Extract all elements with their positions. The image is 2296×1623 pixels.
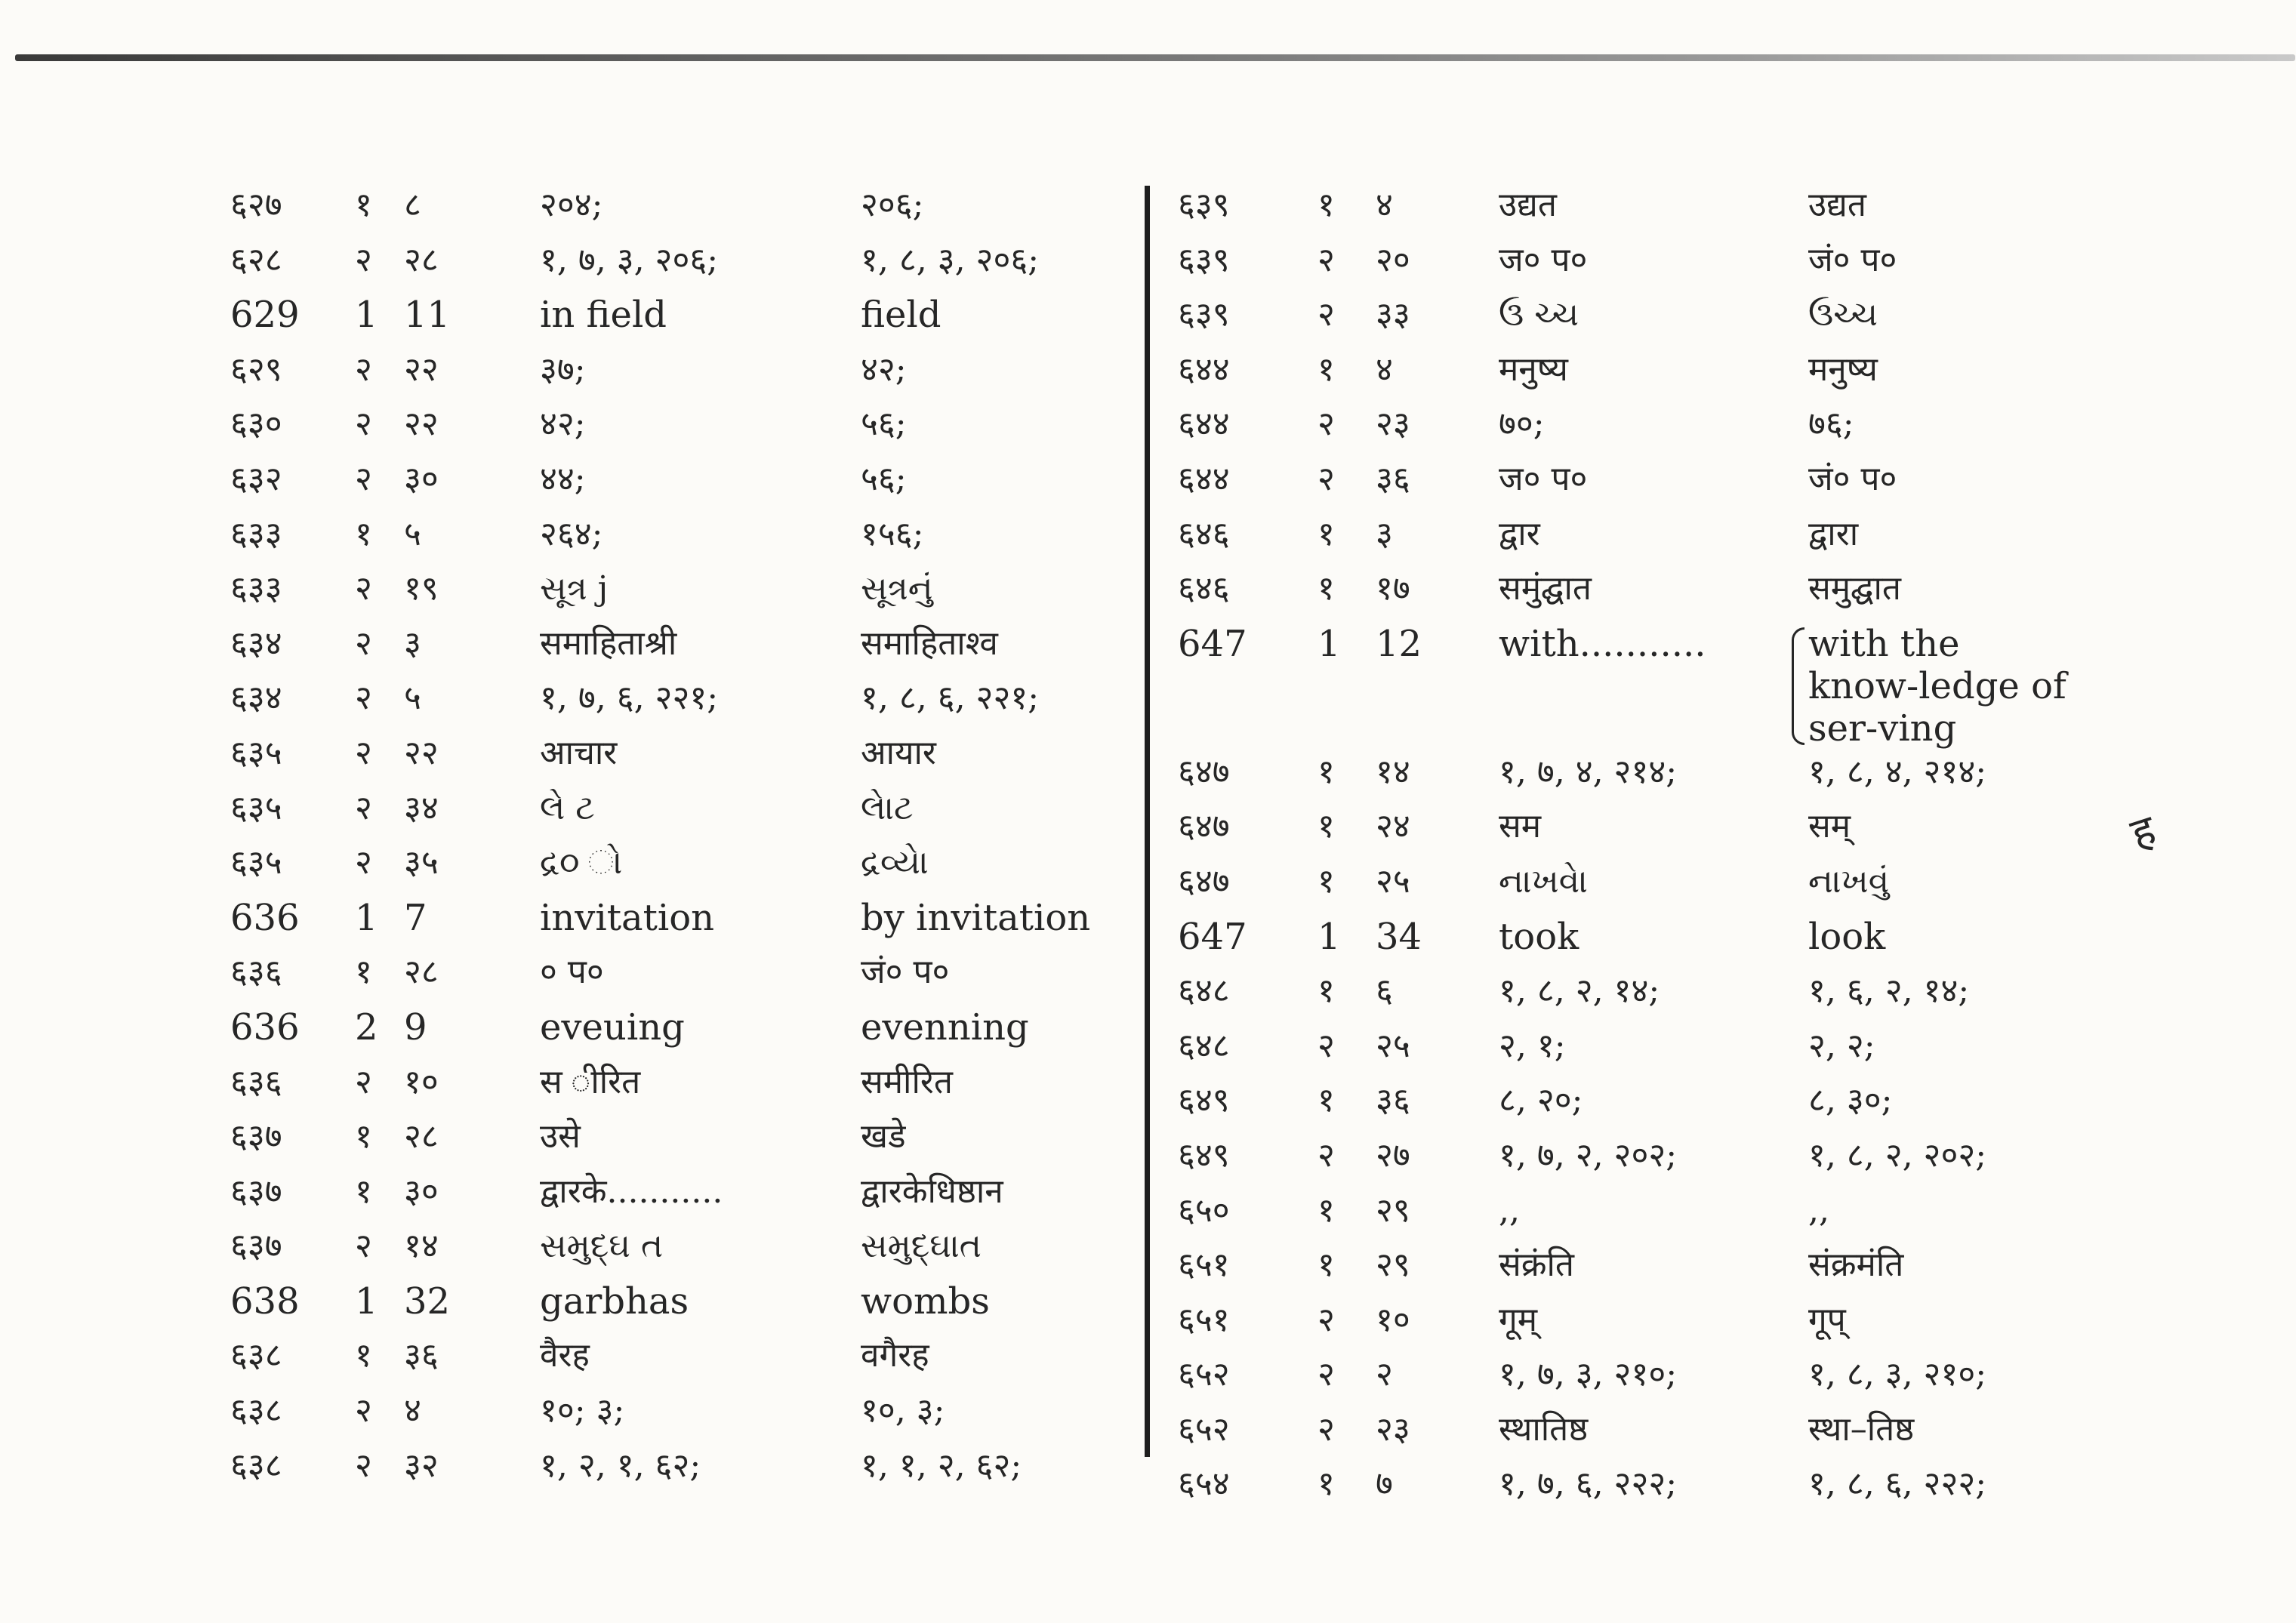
line-number: ४ xyxy=(404,1391,421,1431)
column-number: १ xyxy=(355,1172,372,1211)
errata-row xyxy=(223,452,1129,507)
incorrect-reading: १, ७, ३, २१०; xyxy=(1499,1355,1678,1394)
correct-reading: उद्यत xyxy=(1808,186,1866,224)
errata-row xyxy=(223,945,1129,1000)
correct-reading: खडे xyxy=(861,1117,906,1156)
incorrect-reading: समाहिताश्री xyxy=(540,624,677,663)
errata-row xyxy=(223,178,1129,233)
correct-reading: નાખવું xyxy=(1808,861,1890,901)
errata-row xyxy=(1178,855,2122,910)
correct-reading: जं० प० xyxy=(1808,240,1897,279)
correct-reading: समुद्घात xyxy=(1808,569,1901,608)
errata-right-column xyxy=(1178,178,2122,1512)
incorrect-reading: गूम् xyxy=(1499,1300,1538,1339)
errata-row xyxy=(1178,1403,2122,1458)
line-number: 11 xyxy=(404,294,451,337)
column-number: 1 xyxy=(355,294,378,337)
line-number: २५ xyxy=(1376,861,1410,901)
page-number: ६५२ xyxy=(1178,1409,1230,1449)
column-number: 2 xyxy=(355,1006,378,1049)
line-number: २७ xyxy=(1376,1135,1410,1175)
errata-row xyxy=(223,1110,1129,1165)
errata-row xyxy=(1178,910,2122,965)
line-number: २३ xyxy=(1376,405,1410,444)
correct-reading-text: with the know-ledge of ser-ving xyxy=(1808,622,2066,750)
line-number: 7 xyxy=(404,896,427,939)
correct-reading: look xyxy=(1808,915,1886,958)
errata-row xyxy=(1178,562,2122,617)
errata-row xyxy=(1178,343,2122,398)
errata-row xyxy=(223,671,1129,726)
line-number: २५ xyxy=(1376,1026,1410,1065)
page-number: ६४९ xyxy=(1178,1135,1230,1175)
correct-reading: गूप् xyxy=(1808,1300,1846,1339)
correct-reading: समाहिताश्व xyxy=(861,624,998,663)
page-number: 647 xyxy=(1178,622,1247,665)
page-number: ६४७ xyxy=(1178,861,1230,901)
correct-reading: सम् xyxy=(1808,807,1851,846)
column-number: २ xyxy=(355,459,372,498)
page-number: ६३७ xyxy=(230,1227,282,1266)
errata-row xyxy=(1178,617,2122,750)
column-number: २ xyxy=(355,240,372,279)
page-number: ६४८ xyxy=(1178,972,1230,1011)
incorrect-reading: १, ७, ३, २०६; xyxy=(540,240,719,279)
line-number: १० xyxy=(404,1062,439,1101)
column-number: १ xyxy=(355,1336,372,1375)
errata-row xyxy=(1178,288,2122,343)
column-number: १ xyxy=(1318,569,1335,608)
errata-row xyxy=(223,891,1129,946)
errata-row xyxy=(1178,1457,2122,1512)
page-number: ६३५ xyxy=(230,788,282,827)
page-number: ६४४ xyxy=(1178,350,1230,389)
incorrect-reading: with........... xyxy=(1499,622,1706,665)
column-number: २ xyxy=(355,733,372,772)
incorrect-reading: ઉ ચ્ચ xyxy=(1499,295,1579,334)
column-number: १ xyxy=(1318,1190,1335,1230)
line-number: २९ xyxy=(1376,1190,1410,1230)
correct-reading: ५६; xyxy=(861,405,907,444)
page-number: ६३८ xyxy=(230,1446,282,1485)
column-number: २ xyxy=(1318,1300,1335,1339)
correct-reading: मनुष्य xyxy=(1808,350,1878,389)
column-number: 1 xyxy=(355,896,378,939)
errata-row xyxy=(223,1165,1129,1220)
column-number: १ xyxy=(1318,1081,1335,1120)
page-number: 647 xyxy=(1178,915,1247,958)
column-number: २ xyxy=(1318,405,1335,444)
correct-reading: १, ६, २, १४; xyxy=(1808,972,1970,1011)
page-number: ६३६ xyxy=(230,953,282,992)
incorrect-reading: आचार xyxy=(540,733,618,772)
incorrect-reading: मनुष्य xyxy=(1499,350,1568,389)
incorrect-reading: सम xyxy=(1499,807,1542,846)
page-number: ६४७ xyxy=(1178,752,1230,791)
errata-row xyxy=(1178,452,2122,507)
line-number: 34 xyxy=(1376,915,1422,958)
correct-reading: २०६; xyxy=(861,186,924,224)
errata-row xyxy=(1178,233,2122,288)
incorrect-reading: took xyxy=(1499,915,1579,958)
correct-reading: સૂત્રનું xyxy=(861,569,933,608)
line-number: ४ xyxy=(1376,350,1393,389)
column-number: १ xyxy=(1318,752,1335,791)
correct-reading: समीरित xyxy=(861,1062,953,1101)
column-number: १ xyxy=(1318,1246,1335,1285)
page-number: ६४७ xyxy=(1178,807,1230,846)
correct-reading: field xyxy=(861,294,942,337)
column-number: १ xyxy=(1318,350,1335,389)
page-number: ६४४ xyxy=(1178,405,1230,444)
page-number: ६२९ xyxy=(230,350,282,389)
line-number: २९ xyxy=(1376,1246,1410,1285)
line-number: ३६ xyxy=(1376,459,1410,498)
incorrect-reading: ० प० xyxy=(540,953,604,992)
line-number: २० xyxy=(1376,240,1410,279)
incorrect-reading: સૂત્ર j xyxy=(540,569,609,608)
correct-reading: द्वारा xyxy=(1808,514,1859,553)
line-number: २२ xyxy=(404,350,439,389)
column-divider xyxy=(1145,186,1150,1457)
page-number: ६२७ xyxy=(230,186,282,224)
errata-row xyxy=(223,836,1129,891)
incorrect-reading: invitation xyxy=(540,896,715,939)
errata-left-column xyxy=(223,178,1129,1493)
page-number: ६३३ xyxy=(230,569,282,608)
incorrect-reading: उसे xyxy=(540,1117,581,1156)
column-number: १ xyxy=(355,514,372,553)
column-number: २ xyxy=(355,405,372,444)
page-number: ६५१ xyxy=(1178,1300,1230,1339)
page-number: ६३९ xyxy=(1178,240,1230,279)
errata-row xyxy=(223,1219,1129,1274)
line-number: 9 xyxy=(404,1006,427,1049)
correct-reading: by invitation xyxy=(861,896,1091,939)
line-number: ३६ xyxy=(404,1336,439,1375)
correct-reading: वगैरह xyxy=(861,1336,929,1375)
errata-row xyxy=(1178,1019,2122,1074)
incorrect-reading: eveuing xyxy=(540,1006,685,1049)
errata-row xyxy=(223,1384,1129,1439)
column-number: १ xyxy=(355,953,372,992)
line-number: ३४ xyxy=(404,788,439,827)
errata-row xyxy=(223,1274,1129,1329)
correct-reading: द्वारकेधिष्ठान xyxy=(861,1172,1003,1211)
column-number: २ xyxy=(355,843,372,882)
page-number: 638 xyxy=(230,1280,300,1323)
incorrect-reading: २६४; xyxy=(540,514,603,553)
incorrect-reading: १, २, १, ६२; xyxy=(540,1446,701,1485)
page-number: ६५२ xyxy=(1178,1355,1230,1394)
line-number: ५ xyxy=(404,514,421,553)
line-number: ७ xyxy=(1376,1464,1393,1504)
correct-reading: आयार xyxy=(861,733,936,772)
line-number: ३ xyxy=(404,624,421,663)
column-number: २ xyxy=(355,1227,372,1266)
column-number: २ xyxy=(1318,459,1335,498)
column-number: २ xyxy=(355,624,372,663)
column-number: २ xyxy=(355,569,372,608)
line-number: २ xyxy=(1376,1355,1393,1394)
correct-reading: ७६; xyxy=(1808,405,1854,444)
incorrect-reading: २०४; xyxy=(540,186,603,224)
line-number: ४ xyxy=(1376,186,1393,224)
incorrect-reading: वैरह xyxy=(540,1336,590,1375)
correct-reading: संक्रमंति xyxy=(1808,1246,1904,1285)
column-number: १ xyxy=(355,1117,372,1156)
page-number: 636 xyxy=(230,1006,300,1049)
errata-row xyxy=(223,1055,1129,1110)
errata-row xyxy=(223,562,1129,617)
margin-mark: ह xyxy=(2125,805,2162,859)
errata-row xyxy=(1178,1184,2122,1239)
correct-reading: १०, ३; xyxy=(861,1391,945,1431)
correct-reading: १, ८, ६, २२१; xyxy=(861,679,1040,718)
incorrect-reading: १, ८, २, १४; xyxy=(1499,972,1660,1011)
incorrect-reading: garbhas xyxy=(540,1280,689,1323)
line-number: १९ xyxy=(404,569,439,608)
line-number: २२ xyxy=(404,405,439,444)
line-number: ६ xyxy=(1376,972,1393,1011)
correct-reading: १, १, २, ६२; xyxy=(861,1446,1022,1485)
column-number: १ xyxy=(1318,514,1335,553)
errata-row xyxy=(223,1439,1129,1494)
incorrect-reading: २, १; xyxy=(1499,1026,1566,1065)
column-number: २ xyxy=(1318,1135,1335,1175)
line-number: ३५ xyxy=(404,843,439,882)
column-number: १ xyxy=(1318,1464,1335,1504)
errata-row xyxy=(223,288,1129,343)
errata-row xyxy=(1178,799,2122,855)
incorrect-reading: १०; ३; xyxy=(540,1391,625,1431)
correct-reading: जं० प० xyxy=(1808,459,1897,498)
line-number: ३० xyxy=(404,1172,439,1211)
incorrect-reading: ,, xyxy=(1499,1190,1520,1230)
correct-reading: ८, ३०; xyxy=(1808,1081,1893,1120)
incorrect-reading: १, ७, ४, २१४; xyxy=(1499,752,1678,791)
column-number: १ xyxy=(1318,861,1335,901)
correct-reading: १, ८, ३, २०६; xyxy=(861,240,1040,279)
column-number: २ xyxy=(355,1062,372,1101)
column-number: २ xyxy=(1318,240,1335,279)
line-number: १७ xyxy=(1376,569,1410,608)
line-number: ३० xyxy=(404,459,439,498)
errata-row xyxy=(1178,1129,2122,1184)
line-number: 32 xyxy=(404,1280,451,1323)
incorrect-reading: समुंद्घात xyxy=(1499,569,1592,608)
errata-row xyxy=(1178,397,2122,452)
page-number: ६३४ xyxy=(230,679,282,718)
line-number: ३६ xyxy=(1376,1081,1410,1120)
column-number: २ xyxy=(355,1446,372,1485)
correct-reading: દ્રવ્યેા xyxy=(861,843,929,882)
incorrect-reading: उद्यत xyxy=(1499,186,1557,224)
curly-brace xyxy=(1792,627,1804,745)
incorrect-reading: સમુદ્ઘ ત xyxy=(540,1227,664,1266)
correct-reading: २, २; xyxy=(1808,1026,1875,1065)
errata-row xyxy=(223,507,1129,562)
column-number: २ xyxy=(355,350,372,389)
page-number: ६३८ xyxy=(230,1336,282,1375)
page-number: ६३७ xyxy=(230,1117,282,1156)
incorrect-reading: દ્ર૦ ો xyxy=(540,843,623,882)
page-number: ६२८ xyxy=(230,240,282,279)
page-number: ६५० xyxy=(1178,1190,1230,1230)
correct-reading: १, ८, ४, २१४; xyxy=(1808,752,1987,791)
incorrect-reading: in field xyxy=(540,294,667,337)
incorrect-reading: ज० प० xyxy=(1499,459,1588,498)
line-number: २८ xyxy=(404,953,439,992)
correct-reading: ५६; xyxy=(861,459,907,498)
line-number: २८ xyxy=(404,240,439,279)
errata-row xyxy=(1178,745,2122,800)
page-number: 629 xyxy=(230,294,300,337)
correct-reading: १, ८, २, २०२; xyxy=(1808,1135,1987,1175)
errata-row xyxy=(1178,1347,2122,1403)
errata-row xyxy=(1178,507,2122,562)
incorrect-reading: નાખવેા xyxy=(1499,861,1588,901)
column-number: २ xyxy=(355,1391,372,1431)
page-number: ६५१ xyxy=(1178,1246,1230,1285)
page-number: ६३४ xyxy=(230,624,282,663)
incorrect-reading: १, ७, ६, २२१; xyxy=(540,679,719,718)
column-number: 1 xyxy=(1318,622,1341,665)
line-number: २२ xyxy=(404,733,439,772)
errata-row xyxy=(223,233,1129,288)
correct-reading: १, ८, ६, २२२; xyxy=(1808,1464,1987,1504)
errata-row xyxy=(1178,1073,2122,1129)
line-number: २३ xyxy=(1376,1409,1410,1449)
incorrect-reading: ४२; xyxy=(540,405,586,444)
column-number: 1 xyxy=(1318,915,1341,958)
errata-row xyxy=(1178,1238,2122,1293)
page-number: ६३८ xyxy=(230,1391,282,1431)
correct-reading: स्था–तिष्ठ xyxy=(1808,1409,1915,1449)
top-rule xyxy=(15,54,2295,61)
page-number: ६३० xyxy=(230,405,282,444)
page-number: ६३२ xyxy=(230,459,282,498)
correct-reading: evenning xyxy=(861,1006,1029,1049)
incorrect-reading: द्वार xyxy=(1499,514,1540,553)
column-number: २ xyxy=(1318,1355,1335,1394)
line-number: ५ xyxy=(404,679,421,718)
incorrect-reading: स ीरित xyxy=(540,1062,641,1101)
correct-reading: ,, xyxy=(1808,1190,1829,1230)
column-number: 1 xyxy=(355,1280,378,1323)
line-number: २८ xyxy=(404,1117,439,1156)
incorrect-reading: १, ७, २, २०२; xyxy=(1499,1135,1678,1175)
incorrect-reading: १, ७, ६, २२२; xyxy=(1499,1464,1678,1504)
page-number: ६३३ xyxy=(230,514,282,553)
errata-row xyxy=(223,781,1129,836)
correct-reading: १५६; xyxy=(861,514,924,553)
column-number: २ xyxy=(1318,295,1335,334)
line-number: ८ xyxy=(404,186,421,224)
correct-reading: १, ८, ३, २१०; xyxy=(1808,1355,1987,1394)
correct-reading: ४२; xyxy=(861,350,907,389)
page-number: 636 xyxy=(230,896,300,939)
page-number: ६४९ xyxy=(1178,1081,1230,1120)
incorrect-reading: ८, २०; xyxy=(1499,1081,1583,1120)
column-number: २ xyxy=(355,679,372,718)
column-number: २ xyxy=(355,788,372,827)
column-number: १ xyxy=(1318,186,1335,224)
correct-reading: ઉચ્ચ xyxy=(1808,295,1878,334)
incorrect-reading: स्थातिष्ठ xyxy=(1499,1409,1589,1449)
column-number: १ xyxy=(1318,972,1335,1011)
incorrect-reading: ४४; xyxy=(540,459,586,498)
line-number: १० xyxy=(1376,1300,1410,1339)
column-number: १ xyxy=(355,186,372,224)
line-number: ३२ xyxy=(404,1446,439,1485)
page-number: ६३७ xyxy=(230,1172,282,1211)
errata-row xyxy=(223,726,1129,781)
column-number: २ xyxy=(1318,1409,1335,1449)
errata-row xyxy=(1178,1293,2122,1348)
page-number: ६३५ xyxy=(230,843,282,882)
correct-reading: wombs xyxy=(861,1280,990,1323)
page-number: ६४६ xyxy=(1178,569,1230,608)
correct-reading: લેાટ xyxy=(861,788,914,827)
incorrect-reading: ३७; xyxy=(540,350,586,389)
errata-row xyxy=(223,1000,1129,1055)
column-number: २ xyxy=(1318,1026,1335,1065)
column-number: १ xyxy=(1318,807,1335,846)
errata-row xyxy=(223,343,1129,398)
incorrect-reading: લે ટ xyxy=(540,788,595,827)
errata-row xyxy=(223,397,1129,452)
errata-row xyxy=(223,1329,1129,1384)
page-number: ६३९ xyxy=(1178,295,1230,334)
incorrect-reading: द्वारके........... xyxy=(540,1172,723,1211)
correct-reading: સમુદ્ઘાત xyxy=(861,1227,982,1266)
page-number: ६४४ xyxy=(1178,459,1230,498)
errata-row xyxy=(223,617,1129,672)
line-number: ३ xyxy=(1376,514,1393,553)
incorrect-reading: संक्रंति xyxy=(1499,1246,1575,1285)
errata-row xyxy=(1178,178,2122,233)
line-number: १४ xyxy=(404,1227,439,1266)
line-number: १४ xyxy=(1376,752,1410,791)
page-number: ६४८ xyxy=(1178,1026,1230,1065)
page-number: ६३९ xyxy=(1178,186,1230,224)
correct-reading xyxy=(1808,623,2080,750)
errata-row xyxy=(1178,964,2122,1019)
incorrect-reading: ज० प० xyxy=(1499,240,1588,279)
correct-reading: जं० प० xyxy=(861,953,950,992)
line-number: ३३ xyxy=(1376,295,1410,334)
page-number: ६३६ xyxy=(230,1062,282,1101)
line-number: २४ xyxy=(1376,807,1410,846)
line-number: 12 xyxy=(1376,622,1422,665)
page-number: ६५४ xyxy=(1178,1464,1230,1504)
page-number: ६४६ xyxy=(1178,514,1230,553)
incorrect-reading: ७०; xyxy=(1499,405,1545,444)
page-number: ६३५ xyxy=(230,733,282,772)
